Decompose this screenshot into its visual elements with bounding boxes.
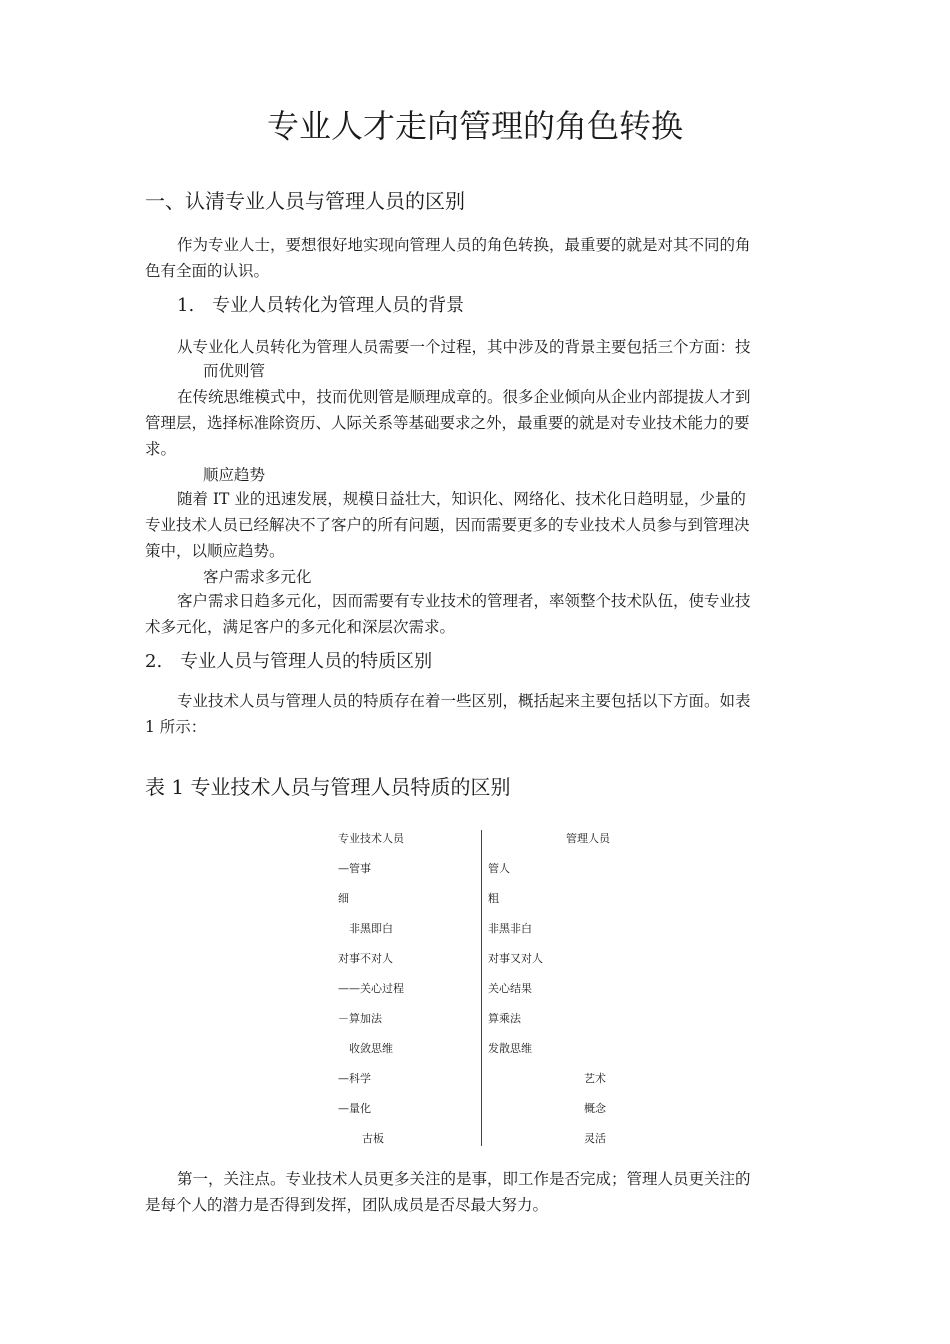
paragraph-line: 随着 IT 业的迅速发展，规模日益壮大，知识化、网络化、技术化日趋明显，少量的 [177, 490, 746, 508]
paragraph-line: 管理层，选择标准除资历、人际关系等基础要求之外，最重要的就是对专业技术能力的要 [145, 414, 750, 432]
table-cell-right: 算乘法 [488, 1012, 521, 1025]
table-cell-left: —科学 [338, 1072, 371, 1085]
table-cell-right: 发散思维 [488, 1042, 532, 1055]
paragraph-line: 专业技术人员已经解决不了客户的所有问题，因而需要更多的专业技术人员参与到管理决 [145, 516, 750, 534]
paragraph-line: 专业技术人员与管理人员的特质存在着一些区别，概括起来主要包括以下方面。如表 [177, 692, 751, 710]
subsection-heading: 1. 专业人员转化为管理人员的背景 [177, 295, 465, 316]
table-cell-left: —量化 [338, 1102, 371, 1115]
table-caption: 表 1 专业技术人员与管理人员特质的区别 [145, 775, 511, 799]
table-cell-right: 对事又对人 [488, 952, 543, 965]
table-cell-left: ——关心过程 [338, 982, 404, 995]
table-header-left: 专业技术人员 [338, 832, 404, 845]
table-cell-left: —管事 [338, 862, 371, 875]
table-cell-left: 细 [338, 892, 349, 905]
paragraph-line: 而优则管 [203, 362, 266, 380]
paragraph-line: 从专业化人员转化为管理人员需要一个过程，其中涉及的背景主要包括三个方面：技 [177, 338, 751, 356]
table-cell-left: －算加法 [338, 1012, 382, 1025]
paragraph-line: 是每个人的潜力是否得到发挥，团队成员是否尽最大努力。 [145, 1196, 549, 1214]
table-cell-right: 管人 [488, 862, 510, 875]
subsection-heading: 2. 专业人员与管理人员的特质区别 [145, 651, 433, 672]
table-cell-right: 灵活 [584, 1132, 606, 1145]
table-cell-right: 关心结果 [488, 982, 532, 995]
paragraph-line: 客户需求日趋多元化，因而需要有专业技术的管理者，率领整个技术队伍，使专业技 [177, 592, 751, 610]
table-header-right: 管理人员 [566, 832, 610, 845]
paragraph-line: 在传统思维模式中，技而优则管是顺理成章的。很多企业倾向从企业内部提拔人才到 [177, 388, 751, 406]
table-cell-left: 收敛思维 [349, 1042, 393, 1055]
paragraph-line: 求。 [145, 440, 177, 458]
table-cell-right: 概念 [584, 1102, 606, 1115]
table-cell-right: 艺术 [584, 1072, 606, 1085]
section-heading: 一、认清专业人员与管理人员的区别 [145, 189, 465, 213]
table-cell-right: 非黑非白 [488, 922, 532, 935]
table-cell-left: 古板 [362, 1132, 384, 1145]
paragraph-line: 策中，以顺应趋势。 [145, 542, 285, 560]
topic-label: 客户需求多元化 [203, 568, 312, 586]
table-cell-right: 粗 [488, 892, 499, 905]
paragraph-line: 作为专业人士，要想很好地实现向管理人员的角色转换，最重要的就是对其不同的角 [177, 236, 751, 254]
topic-label: 顺应趋势 [203, 466, 266, 484]
column-divider [481, 830, 482, 1146]
paragraph-line: 术多元化，满足客户的多元化和深层次需求。 [145, 618, 456, 636]
document-title: 专业人才走向管理的角色转换 [266, 107, 683, 145]
paragraph-line: 1 所示： [145, 718, 207, 736]
table-cell-left: 非黑即白 [349, 922, 393, 935]
paragraph-line: 色有全面的认识。 [145, 262, 270, 280]
table-cell-left: 对事不对人 [338, 952, 393, 965]
paragraph-line: 第一，关注点。专业技术人员更多关注的是事，即工作是否完成；管理人员更关注的 [177, 1170, 751, 1188]
